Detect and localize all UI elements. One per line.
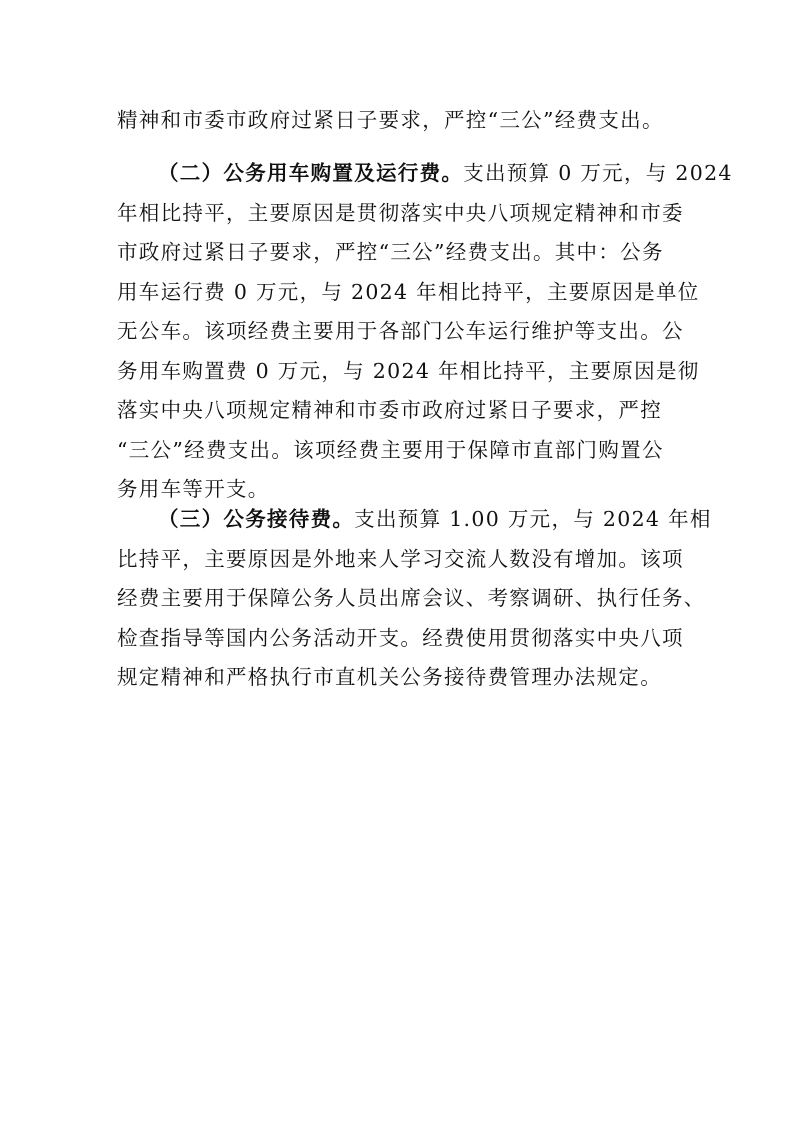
text-line: 务用车购置费 0 万元，与 2024 年相比持平，主要原因是彻 — [117, 358, 700, 383]
section-heading-reception: （三）公务接待费。 — [158, 507, 355, 531]
text-line: 用车运行费 0 万元，与 2024 年相比持平，主要原因是单位 — [117, 279, 700, 304]
text-line: 比持平，主要原因是外地来人学习交流人数没有增加。该项 — [117, 546, 684, 571]
text-line — [117, 154, 733, 194]
text-segment: 支出预算 0 万元，与 2024 — [463, 161, 733, 185]
text-line: 无公车。该项经费主要用于各部门公车运行维护等支出。公 — [117, 319, 684, 343]
text-line: 规定精神和严格执行市直机关公务接待费管理办法规定。 — [117, 665, 662, 689]
text-line: “三公”经费支出。该项经费主要用于保障市直部门购置公 — [117, 437, 664, 462]
text-line: 年相比持平，主要原因是贯彻落实中央八项规定精神和市委 — [117, 200, 684, 225]
text-line: 检查指导等国内公务活动开支。经费使用贯彻落实中央八项 — [117, 625, 684, 650]
paragraph-vehicle-expenses — [117, 154, 733, 510]
paragraph-continuation — [117, 101, 677, 141]
paragraph-reception-expenses — [117, 500, 712, 698]
section-heading-vehicle: （二）公务用车购置及运行费。 — [158, 161, 464, 185]
text-segment: 支出预算 1.00 万元，与 2024 年相 — [354, 507, 712, 531]
text-line: 市政府过紧日子要求，严控“三公”经费支出。其中：公务 — [117, 240, 664, 264]
text-line: 务用车等开支。 — [117, 477, 270, 501]
text-line: 精神和市委市政府过紧日子要求，严控“三公”经费支出。 — [117, 108, 664, 132]
text-line: 落实中央八项规定精神和市委市政府过紧日子要求，严控 — [117, 398, 662, 422]
text-line — [117, 500, 712, 540]
text-line: 经费主要用于保障公务人员出席会议、考察调研、执行任务、 — [117, 586, 706, 610]
